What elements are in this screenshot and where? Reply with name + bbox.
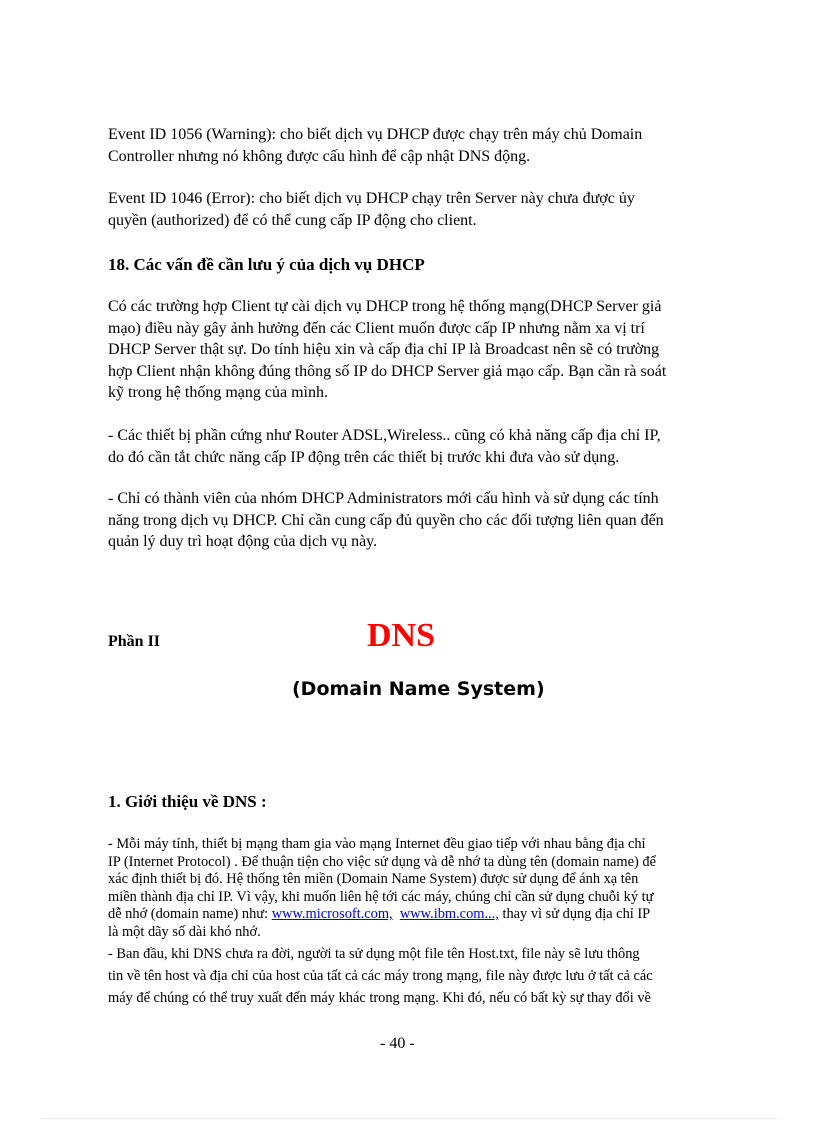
section-1-paragraph-1 <box>108 836 716 942</box>
section-heading: 18. Các vấn đề cần lưu ý của dịch vụ DHCP <box>108 255 425 274</box>
paragraph-line: Event ID 1046 (Error): cho biết dịch vụ DHCP chạy trên Server này chưa được ủy <box>108 190 635 207</box>
section-18-paragraph-2 <box>108 425 716 468</box>
paragraph-line: Event ID 1056 (Warning): cho biết dịch vụ DHCP được chạy trên máy chủ Domain <box>108 126 643 143</box>
link-prefix-text: dễ nhớ (domain name) như: <box>108 906 272 923</box>
part-label: Phần II <box>108 633 161 650</box>
paragraph-line: là một dãy số dài khó nhớ. <box>108 923 261 940</box>
paragraph-line: xác định thiết bị đó. Hệ thống tên miền (Domain Name System) được sử dụng để ánh xạ tên <box>108 871 639 888</box>
paragraph-line: hợp Client nhận không đúng thông số IP do DHCP Server giả mạo cấp. Bạn cần rà soát <box>108 362 667 380</box>
paragraph-line: - Ban đầu, khi DNS chưa ra đời, người ta sử dụng một file tên Host.txt, file này sẽ lưu thông <box>108 946 640 962</box>
section-18-heading-block <box>108 255 716 275</box>
section-18-paragraph-1 <box>108 296 716 404</box>
paragraph-line: do đó cần tắt chức năng cấp IP động trên các thiết bị trước khi đưa vào sử dụng. <box>108 448 620 466</box>
paragraph-line: - Mỗi máy tính, thiết bị mạng tham gia vào mạng Internet đều giao tiếp với nhau bằng địa chỉ <box>108 836 646 852</box>
part-title: DNS <box>367 617 436 654</box>
paragraph-line: quyền (authorized) để có thể cung cấp IP động cho client. <box>108 211 477 229</box>
paragraph-line: máy để chúng có thể truy xuất đến máy khác trong mạng. Khi đó, nếu có bất kỳ sự thay đổi về <box>108 990 651 1006</box>
page-bottom-divider <box>40 1118 780 1119</box>
paragraph-line: - Các thiết bị phần cứng như Router ADSL,Wireless.. cũng có khả năng cấp địa chỉ IP, <box>108 427 661 444</box>
section-1-paragraph-2 <box>108 943 716 1009</box>
link-suffix-text: thay vì sử dụng địa chỉ IP <box>498 906 651 923</box>
paragraph-line: Controller nhưng nó không được cấu hình để cập nhật DNS động. <box>108 147 531 165</box>
paragraph-line-with-links <box>108 906 716 924</box>
paragraph-line: quản lý duy trì hoạt động của dịch vụ này. <box>108 533 378 550</box>
paragraph-line: Có các trường hợp Client tự cài dịch vụ DHCP trong hệ thống mạng(DHCP Server giả <box>108 298 662 315</box>
paragraph-line: - Chỉ có thành viên của nhóm DHCP Administrators mới cấu hình và sử dụng các tính <box>108 490 659 507</box>
part-subtitle: (Domain Name System) <box>292 678 545 700</box>
microsoft-link[interactable]: www.microsoft.com, <box>271 906 393 923</box>
section-18-paragraph-3 <box>108 488 716 553</box>
paragraph-line: IP (Internet Protocol) . Để thuận tiện cho việc sử dụng và dễ nhớ ta dùng tên (domain name) để <box>108 853 656 870</box>
paragraph-line: DHCP Server thật sự. Do tính hiệu xin và cấp địa chỉ IP là Broadcast nên sẽ có trường <box>108 341 660 358</box>
paragraph-line: năng trong dịch vụ DHCP. Chỉ cần cung cấp đủ quyền cho các đối tượng liên quan đến <box>108 511 664 529</box>
paragraph-line: tin về tên host và địa chỉ của host của tất cả các máy trong mạng, file này được lưu ở tất cả các <box>108 968 653 984</box>
paragraph-line: mạo) điều này gây ảnh hưởng đến các Client muốn được cấp IP nhưng nằm xa vị trí <box>108 319 645 337</box>
event-1056-paragraph <box>108 124 716 167</box>
paragraph-line: miền thành địa chỉ IP. Vì vậy, khi muốn liên hệ tới các máy, chúng chỉ cần sử dụng chuỗi ký tự <box>108 888 654 905</box>
section-heading: 1. Giới thiệu về DNS : <box>108 792 267 811</box>
page-number: - 40 - <box>380 1035 415 1052</box>
event-1046-paragraph <box>108 188 716 231</box>
paragraph-line: kỹ trong hệ thống mạng của mình. <box>108 384 328 401</box>
ibm-link[interactable]: www.ibm.com..., <box>399 906 499 923</box>
section-1-heading-block <box>108 792 716 812</box>
